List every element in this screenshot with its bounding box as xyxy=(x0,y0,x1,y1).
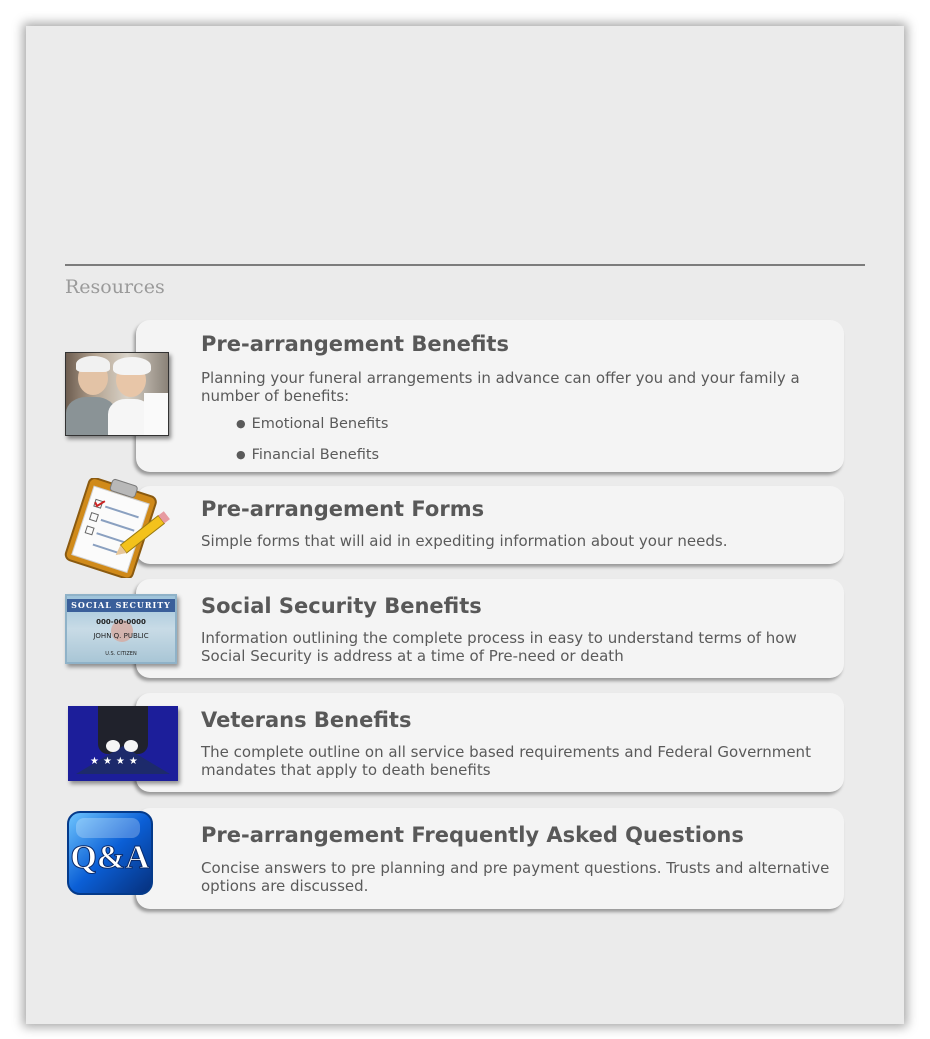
card-description: Simple forms that will aid in expediting information about your needs. xyxy=(201,532,728,550)
clipboard-icon[interactable] xyxy=(54,478,172,578)
card-title[interactable]: Pre-arrangement Forms xyxy=(201,497,485,521)
svg-text:Q&A: Q&A xyxy=(70,839,150,876)
card-pre-arrangement-forms[interactable] xyxy=(136,486,844,564)
card-pre-arrangement-benefits[interactable] xyxy=(136,320,844,472)
list-item: ● Financial Benefits xyxy=(236,447,388,478)
qa-cube-icon[interactable] xyxy=(66,810,158,898)
card-description: The complete outline on all service based requirements and Federal Government mandates that apply to death benefits xyxy=(201,743,811,779)
card-faq[interactable] xyxy=(136,808,844,909)
card-description: Planning your funeral arrangements in advance can offer you and your family a number of benefits: xyxy=(201,369,800,405)
card-title[interactable]: Pre-arrangement Frequently Asked Questions xyxy=(201,823,744,847)
benefits-list xyxy=(236,416,388,478)
section-divider xyxy=(65,264,865,266)
card-title[interactable]: Social Security Benefits xyxy=(201,594,482,618)
card-description: Information outlining the complete process in easy to understand terms of how Social Security is address at a time of Pre-need or death xyxy=(201,629,797,665)
card-veterans-benefits[interactable] xyxy=(136,693,844,792)
card-title[interactable]: Pre-arrangement Benefits xyxy=(201,332,509,356)
social-security-card[interactable]: SOCIAL SECURITY 000-00-0000 JOHN Q. PUBLIC U.S. CITIZEN xyxy=(65,594,177,664)
card-description: Concise answers to pre planning and pre payment questions. Trusts and alternative options are discussed. xyxy=(201,859,830,895)
card-social-security-benefits[interactable] xyxy=(136,579,844,678)
seniors-photo[interactable] xyxy=(65,352,169,436)
content-panel xyxy=(26,26,904,1024)
folded-flag-photo[interactable]: ★★★★ xyxy=(68,706,178,781)
list-item: ● Emotional Benefits xyxy=(236,416,388,447)
card-title[interactable]: Veterans Benefits xyxy=(201,708,412,732)
section-title: Resources xyxy=(65,276,165,298)
